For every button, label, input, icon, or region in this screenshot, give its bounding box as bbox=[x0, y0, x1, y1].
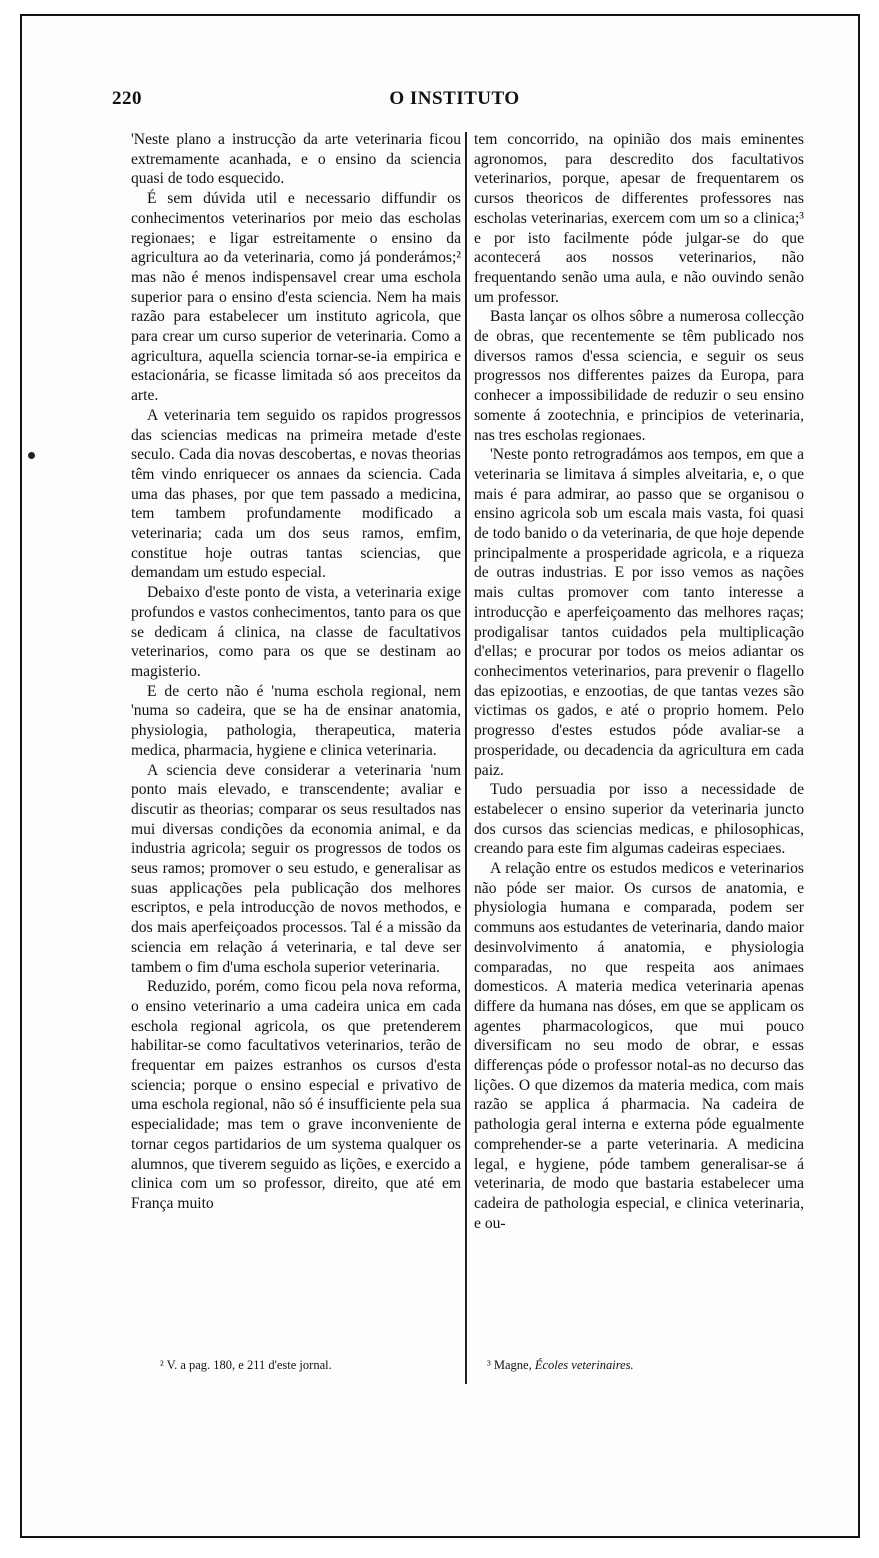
right-column bbox=[474, 130, 804, 1233]
footnote-right-prefix: ³ Magne, bbox=[487, 1358, 535, 1372]
page-number: 220 bbox=[112, 88, 142, 109]
paragraph: A veterinaria tem seguido os rapidos progressos das sciencias medicas na primeira metade d'este seculo. Cada dia novas descobertas, e novas theorias têm vindo enriquecer os annaes da sciencia. Cada uma das phases, por que tem passado a medicina, tem tambem profundamente modificado a veterinaria; cada um dos seus ramos, emfim, constitue hoje outras tantas sciencias, que demandam um estudo especial. bbox=[131, 406, 461, 582]
paragraph: Debaixo d'este ponto de vista, a veterinaria exige profundos e vastos conhecimentos, tanto para os que se dedicam á clinica, na classe de facultativos veterinarios, como para os que se destinam ao magisterio. bbox=[131, 584, 461, 680]
footnote-right-title: Écoles veterinaires. bbox=[534, 1358, 634, 1372]
left-column bbox=[131, 130, 461, 1214]
footnote-left: ² V. a pag. 180, e 211 d'este jornal. bbox=[160, 1358, 332, 1372]
paragraph: Reduzido, porém, como ficou pela nova reforma, o ensino veterinario a uma cadeira unica em cada eschola regional agricola, os que pretenderem habilitar-se como facultativos veterinarios, terão de frequentar em paizes estranhos os cursos d'esta sciencia; porque o ensino especial e privativo de uma eschola regional, não só é insufficiente pela sua especialidade; mas tem o grave inconveniente de tornar cegos partidarios de um systema qualquer os alumnos, que tiverem seguido as lições, e exercido a clinica com um so professor, direito, que até em França muito bbox=[131, 978, 461, 1212]
paragraph: tem concorrido, na opinião dos mais eminentes agronomos, para descredito dos facultativos veterinarios, porque, apesar de frequentarem os cursos theoricos de differentes professores nas escholas veterinarias, exercem com um so a clinica;³ e por isto facilmente póde julgar-se do que acontecerá aos nossos veterinarios, não frequentando senão uma aula, e não ouvindo senão um professor. bbox=[474, 131, 804, 306]
paragraph: 'Neste plano a instrucção da arte veterinaria ficou extremamente acanhada, e o ensino da sciencia quasi de todo esquecido. bbox=[131, 131, 461, 188]
paragraph: E de certo não é 'numa eschola regional, nem 'numa so cadeira, que se ha de ensinar anatomia, physiologia, pathologia, therapeutica, materia medica, pharmacia, hygiene e clinica veterinaria. bbox=[131, 682, 461, 759]
footnote-right bbox=[487, 1358, 634, 1373]
paragraph: Basta lançar os olhos sôbre a numerosa collecção de obras, que recentemente se têm publicado nos diversos ramos d'essa sciencia, e seguir os seus progressos nos differentes paizes da Europa, para conhecer a impossibilidade de reduzir o seu ensino somente á zootechnia, e principios de veterinaria, nas tres escholas regionaes. bbox=[474, 308, 804, 444]
page-header bbox=[112, 88, 797, 118]
column-divider bbox=[465, 132, 467, 1384]
paragraph: A sciencia deve considerar a veterinaria 'num ponto mais elevado, e transcendente; avaliar e discutir as theorias; comparar os seus resultados nas mui diversas condições da economia animal, e da industria agricola; seguir os progressos de todos os seus ramos; promover o seu estudo, e generalisar as suas applicações pela publicação dos melhores escriptos, e pela introducção de novos methodos, e dos mais aperfeiçoados processos. Tal é a missão da sciencia em relação á veterinaria, e tal deve ser tambem o fim d'uma eschola superior veterinaria. bbox=[131, 761, 461, 976]
margin-mark bbox=[28, 452, 35, 459]
paragraph: A relação entre os estudos medicos e veterinarios não póde ser maior. Os cursos de anatomia, e physiologia humana e comparada, podem ser communs aos estudantes de veterinaria, dando maior desinvolvimento á anatomia, e physiologia comparadas, no que respeita aos animaes domesticos. A materia medica veterinaria apenas differe da humana nas dóses, em que se applicam os agentes pharmacologicos, que mui pouco diversificam no seu modo de obrar, e essas differenças póde o professor notal-as no decurso das lições. O que dizemos da materia medica, com mais razão se applica á pharmacia. Na cadeira de pathologia geral interna e externa póde egualmente comprehender-se a parte veterinaria. A medicina legal, e hygiene, póde tambem generalisar-se á veterinaria, de modo que bastaria estabelecer uma cadeira de pathologia especial, e clinica veterinaria, e ou- bbox=[474, 860, 804, 1232]
running-title: O INSTITUTO bbox=[389, 88, 520, 109]
paragraph: 'Neste ponto retrogradámos aos tempos, em que a veterinaria se limitava á simples alveitaria, e, o que mais é para admirar, ao passo que se organisou o ensino agricola sob um escala mais vasta, foi quasi de todo banido o da veterinaria, de que hoje depende principalmente a prosperidade agricola, e a riqueza de outras industrias. E por isso vemos as nações mais cultas promover com tanto interesse a introducção e aperfeiçoamento das melhores raças; prodigalisar tantos cuidados pela multiplicação d'ellas; e procurar por todos os meios adiantar os conhecimentos veterinarios, para prevenir o flagello das epizootias, e enzootias, de que tantas vezes são victimas os gados, e até o proprio homem. Pelo progresso d'estes estudos póde avaliar-se a prosperidade, ou decadencia da agricultura em cada paiz. bbox=[474, 446, 804, 779]
paragraph: É sem dúvida util e necessario diffundir os conhecimentos veterinarios por meio das escholas regionaes; e ligar estreitamente o ensino da agricultura ao da veterinaria, como já ponderámos;² mas não é menos indispensavel crear uma eschola superior para o ensino d'esta sciencia. Nem ha mais razão para estabelecer um instituto agricola, que para crear um curso superior de veterinaria. Como a agricultura, aquella sciencia tornar-se-ia empirica e estacionária, se ficasse limitada só aos preceitos da arte. bbox=[131, 190, 461, 405]
paragraph: Tudo persuadia por isso a necessidade de estabelecer o ensino superior da veterinaria juncto dos cursos das sciencias medicas, e philosophicas, creando para este fim algumas cadeiras especiaes. bbox=[474, 781, 804, 858]
